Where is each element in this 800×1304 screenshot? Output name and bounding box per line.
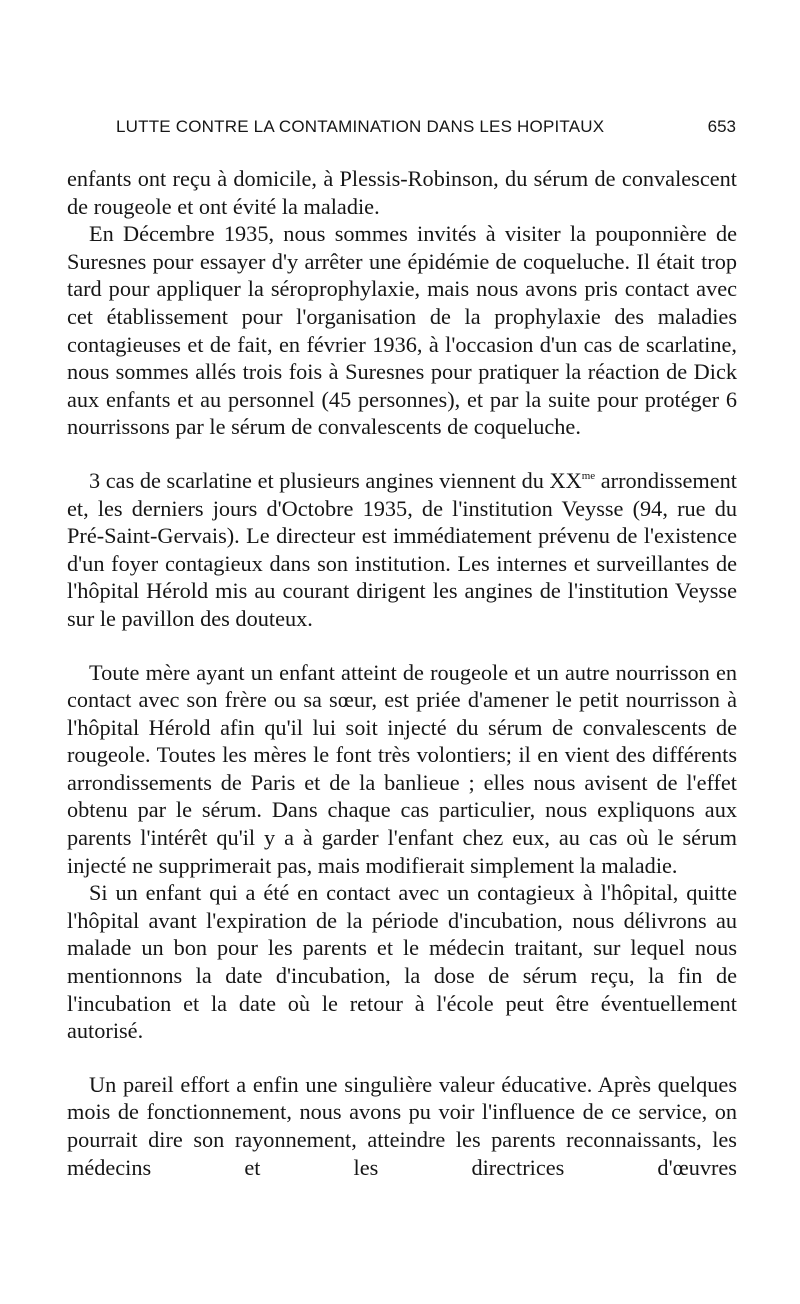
- paragraph-scarlatine-start: 3 cas de scarlatine et plusieurs angines viennent du XX: [89, 467, 582, 493]
- paragraph-gap: [67, 633, 737, 659]
- paragraph-incubation-bon: Si un enfant qui a été en contact avec un contagieux à l'hôpital, quitte l'hôpital avant l'expiration de la période d'incubation, nous délivrons au malade un bon pour les parents et le médecin traitant, sur lequel nous mentionnons la date d'incubation, la dose de sérum reçu, la fin de l'incubation et la date où le retour à l'école peut être éventuellement autorisé.: [67, 880, 737, 1044]
- page-body: [67, 165, 737, 1181]
- paragraph-plessis-robinson: enfants ont reçu à domicile, à Plessis-Robinson, du sérum de convalescent de rougeole et ont évité la maladie.: [67, 166, 737, 219]
- page-header-title: LUTTE CONTRE LA CONTAMINATION DANS LES HOPITAUX: [116, 117, 605, 136]
- running-head: [116, 117, 736, 147]
- paragraph-scarlatine-veysse: [67, 467, 737, 633]
- paragraph-scarlatine-rest: arrondissement et, les derniers jours d'Octobre 1935, de l'institution Veysse (94, rue du Pré-Saint-Gervais). Le directeur est immédiatement prévenu de l'existence d'un foyer contagieux dans son institution. Les internes et surveillantes de l'hôpital Hérold mis au courant dirigent les angines de l'institution Veysse sur le pavillon des douteux.: [67, 467, 738, 631]
- paragraph-gap: [67, 441, 737, 467]
- paragraph-gap: [67, 1045, 737, 1071]
- paragraph-valeur-educative: Un pareil effort a enfin une singulière valeur éducative. Après quelques mois de fonctionnement, nous avons pu voir l'influence de ce service, on pourrait dire son rayonnement, atteindre les parents reconnaissants, les médecins et les directrices d'œuvres: [67, 1071, 737, 1180]
- paragraph-suresnes-pouponniere: En Décembre 1935, nous sommes invités à visiter la pouponnière de Suresnes pour essayer d'y arrêter une épidémie de coqueluche. Il était trop tard pour appliquer la séroprophylaxie, mais nous avons pris contact avec cet établissement pour l'organisation de la prophylaxie des maladies contagieuses et de fait, en février 1936, à l'occasion d'un cas de scarlatine, nous sommes allés trois fois à Suresnes pour pratiquer la réaction de Dick aux enfants et au personnel (45 personnes), et par la suite pour protéger 6 nourrissons par le sérum de convalescents de coqueluche.: [67, 221, 737, 440]
- page-number: 653: [707, 117, 736, 136]
- paragraph-rougeole-nourrisson: Toute mère ayant un enfant atteint de rougeole et un autre nourrisson en contact avec son frère ou sa sœur, est priée d'amener le petit nourrisson à l'hôpital Hérold afin qu'il lui soit injecté du sérum de convalescents de rougeole. Toutes les mères le font très volontiers; il en vient des différents arrondissements de Paris et de la banlieue ; elles nous avisent de l'effet obtenu par le sérum. Dans chaque cas particulier, nous expliquons aux parents l'intérêt qu'il y a à garder l'enfant chez eux, au cas où le sérum injecté ne supprimerait pas, mais modifierait simplement la maladie.: [67, 659, 737, 878]
- ordinal-superscript: me: [581, 469, 596, 482]
